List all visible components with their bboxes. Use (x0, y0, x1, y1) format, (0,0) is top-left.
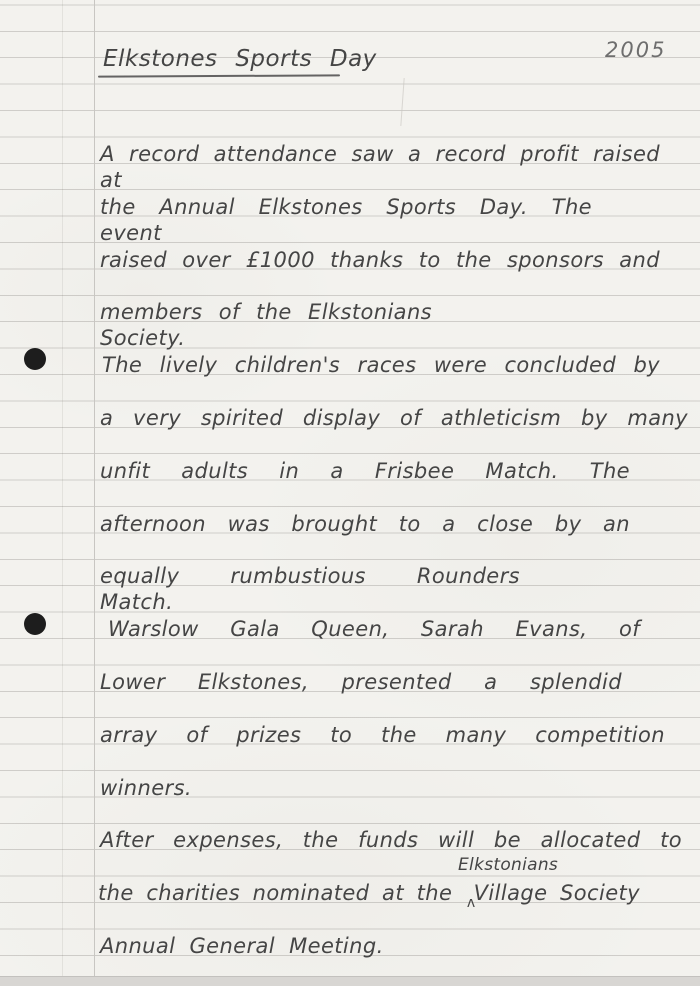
page-title: Elkstones Sports Day (103, 46, 377, 72)
handwritten-line: the Annual Elkstones Sports Day. The event (100, 195, 592, 245)
amendment-text-after: Village Society (473, 881, 640, 905)
handwritten-line: winners. (100, 776, 192, 800)
handwritten-line: array of prizes to the many competition (100, 723, 665, 747)
handwritten-line: The lively children's races were concluded by (102, 353, 660, 377)
handwritten-line: Warslow Gala Queen, Sarah Evans, of (108, 617, 640, 641)
insertion-caret-icon: ʌ (466, 895, 476, 911)
handwritten-line: A record attendance saw a record profit raised at (100, 142, 660, 192)
page-bottom-edge (0, 976, 700, 986)
handwritten-line: afternoon was brought to a close by an (100, 512, 630, 536)
handwritten-line: a very spirited display of athleticism by many (100, 406, 688, 430)
title-underline (98, 74, 340, 77)
handwritten-line: Annual General Meeting. (100, 934, 384, 958)
handwritten-line: members of the Elkstonians Society. (100, 300, 432, 350)
handwritten-line: raised over £1000 thanks to the sponsors and (100, 248, 660, 272)
page-edge-line (62, 0, 63, 986)
handwritten-line: equally rumbustious Rounders Match. (100, 564, 520, 614)
amendment-text-before: the charities nominated at the (98, 881, 453, 905)
handwritten-line: After expenses, the funds will be allocated to (100, 828, 682, 852)
handwritten-line: unfit adults in a Frisbee Match. The (100, 459, 630, 483)
year-annotation: 2005 (605, 38, 667, 62)
inserted-word-above-line: Elkstonians (458, 855, 559, 875)
handwritten-line: Lower Elkstones, presented a splendid (100, 670, 622, 694)
punch-hole-icon (24, 613, 46, 635)
margin-line (94, 0, 95, 986)
paper-crease-mark (400, 78, 404, 126)
handwritten-line-with-insertion (98, 880, 640, 909)
punch-hole-icon (24, 348, 46, 370)
